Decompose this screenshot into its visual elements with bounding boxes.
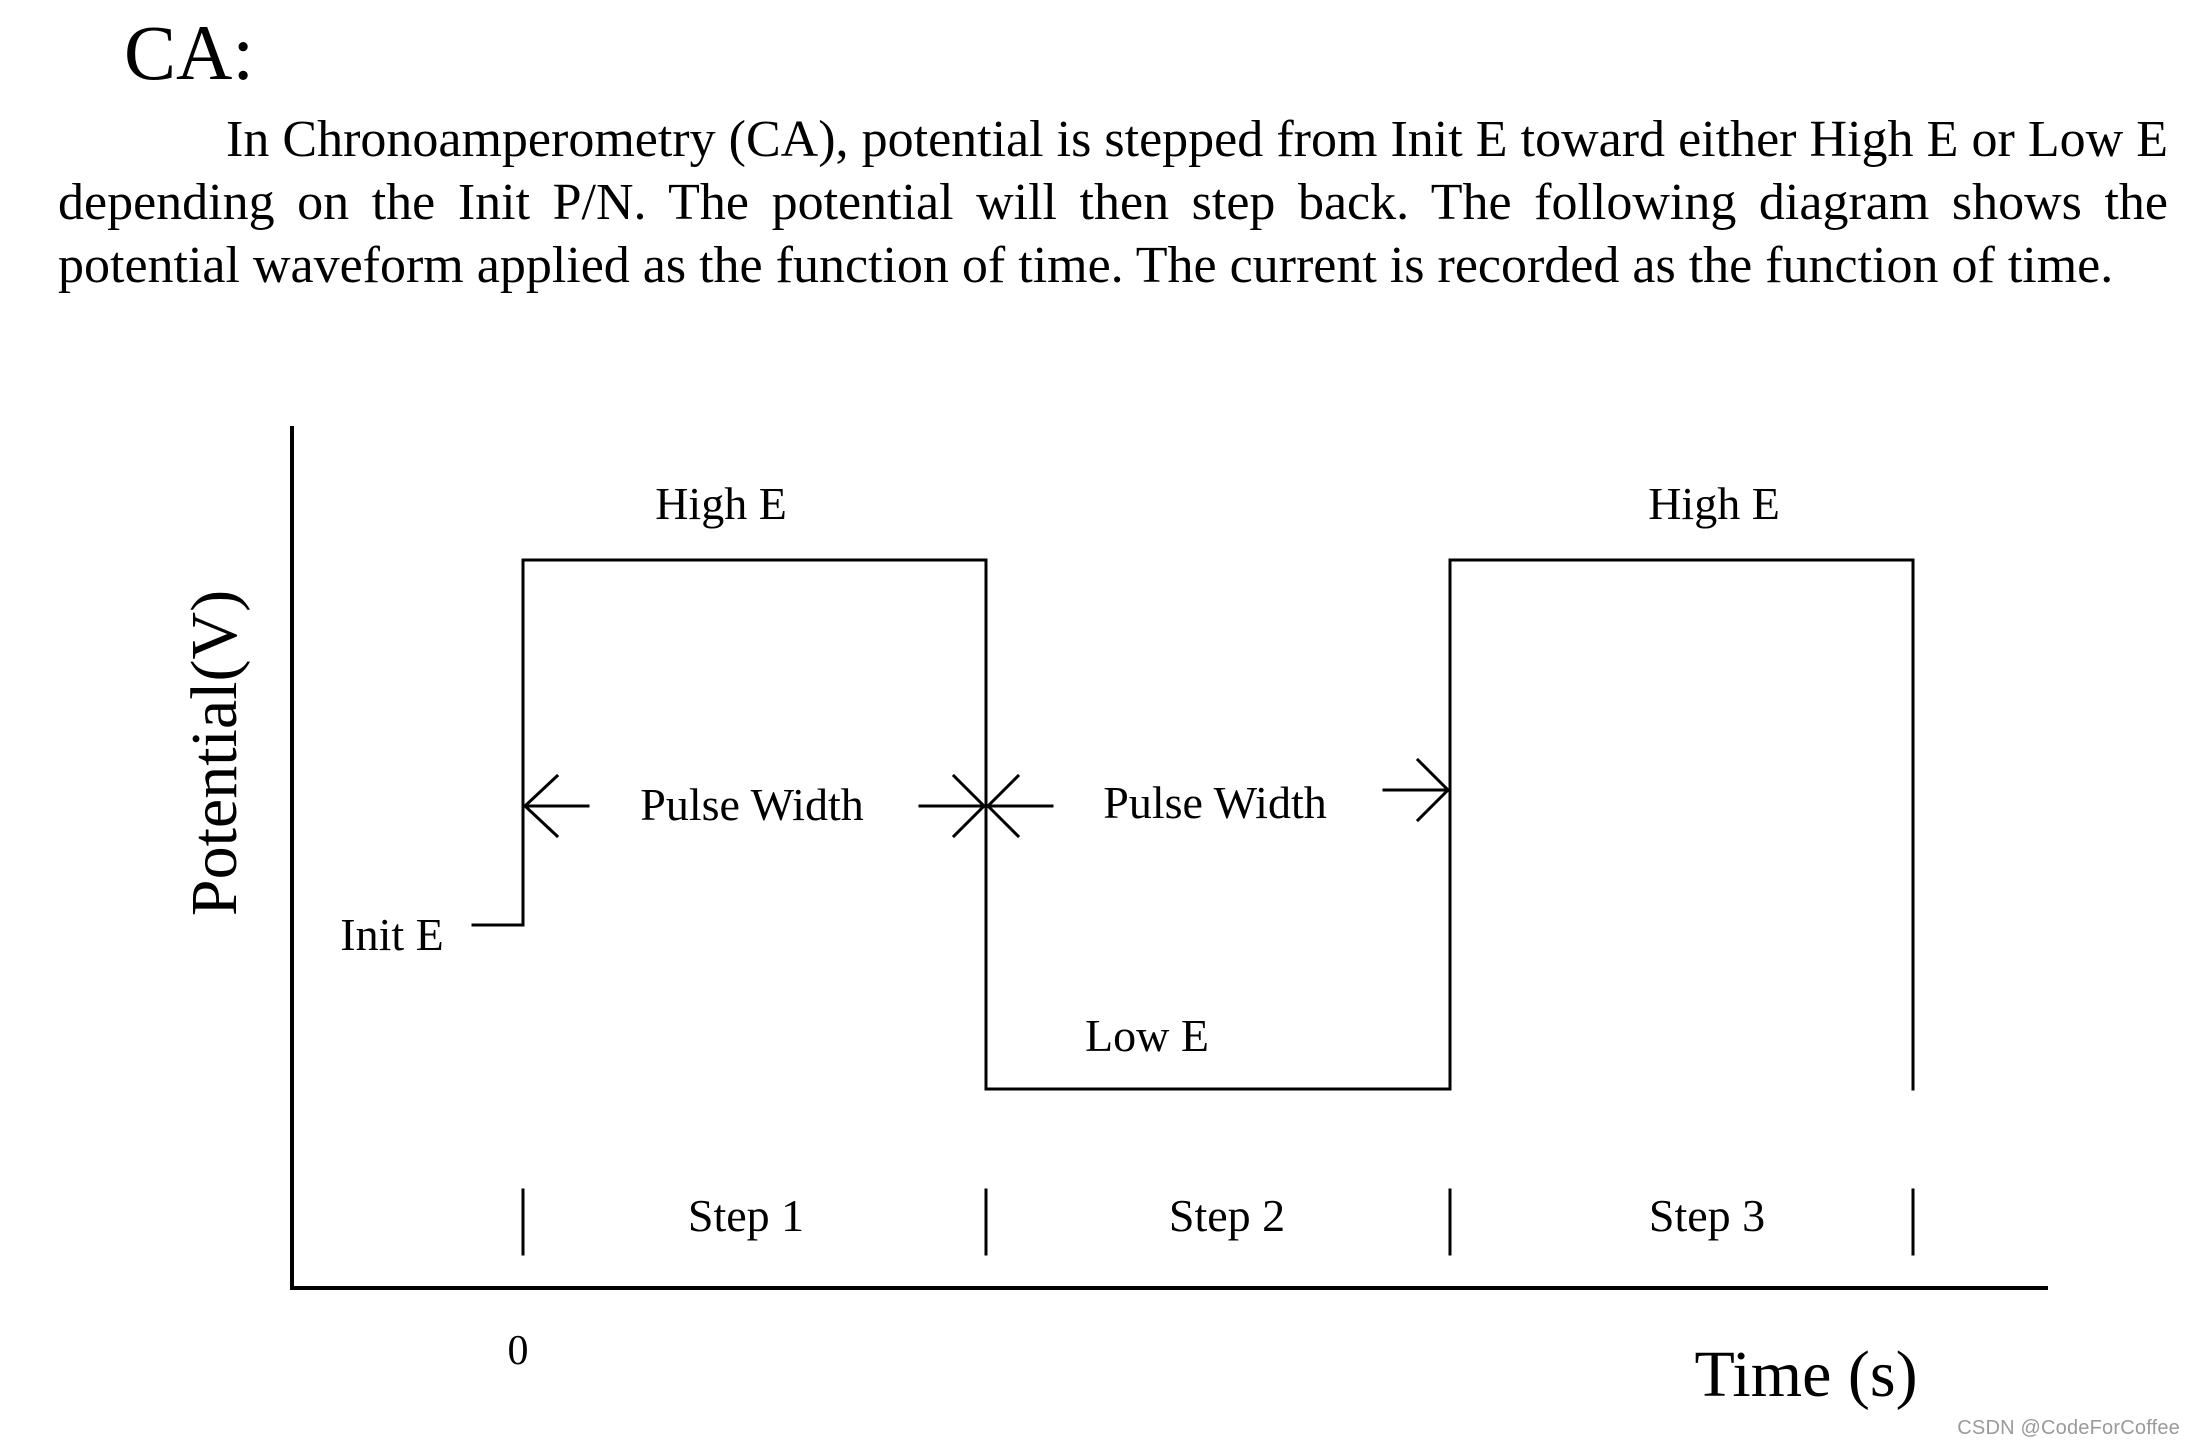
pulse-width-label-1: Pulse Width — [640, 779, 864, 830]
pulse-width-1-right-arrowhead — [954, 776, 984, 836]
init-e-label: Init E — [340, 909, 444, 960]
x-axis-label: Time (s) — [1694, 1338, 1918, 1411]
step-3-label: Step 3 — [1648, 1190, 1766, 1241]
intro-paragraph: In Chronoamperometry (CA), potential is stepped from Init E toward either High E or Low E depending on the Init P/N. The potential will then step back. The following diagram shows the potential waveform applied as the function of time. The current is recorded as the function of time. — [58, 111, 2168, 294]
watermark: CSDN @CodeForCoffee — [1957, 1417, 2180, 1439]
pulse-width-2-left-arrowhead — [988, 776, 1018, 836]
waveform-line — [473, 560, 1913, 1089]
pulse-width-2-right-arrowhead — [1418, 760, 1448, 820]
high-e-label-2: High E — [1648, 478, 1780, 529]
pulse-width-label-2: Pulse Width — [1103, 777, 1327, 828]
origin-tick-label: 0 — [507, 1328, 529, 1374]
pulse-width-1-left-arrowhead — [525, 776, 557, 836]
low-e-label: Low E — [1085, 1010, 1209, 1061]
step-2-label: Step 2 — [1168, 1190, 1286, 1241]
y-axis-label: Potential(V) — [178, 589, 251, 917]
step-1-label: Step 1 — [687, 1190, 805, 1241]
high-e-label-1: High E — [655, 478, 787, 529]
section-heading: CA: — [124, 9, 255, 96]
